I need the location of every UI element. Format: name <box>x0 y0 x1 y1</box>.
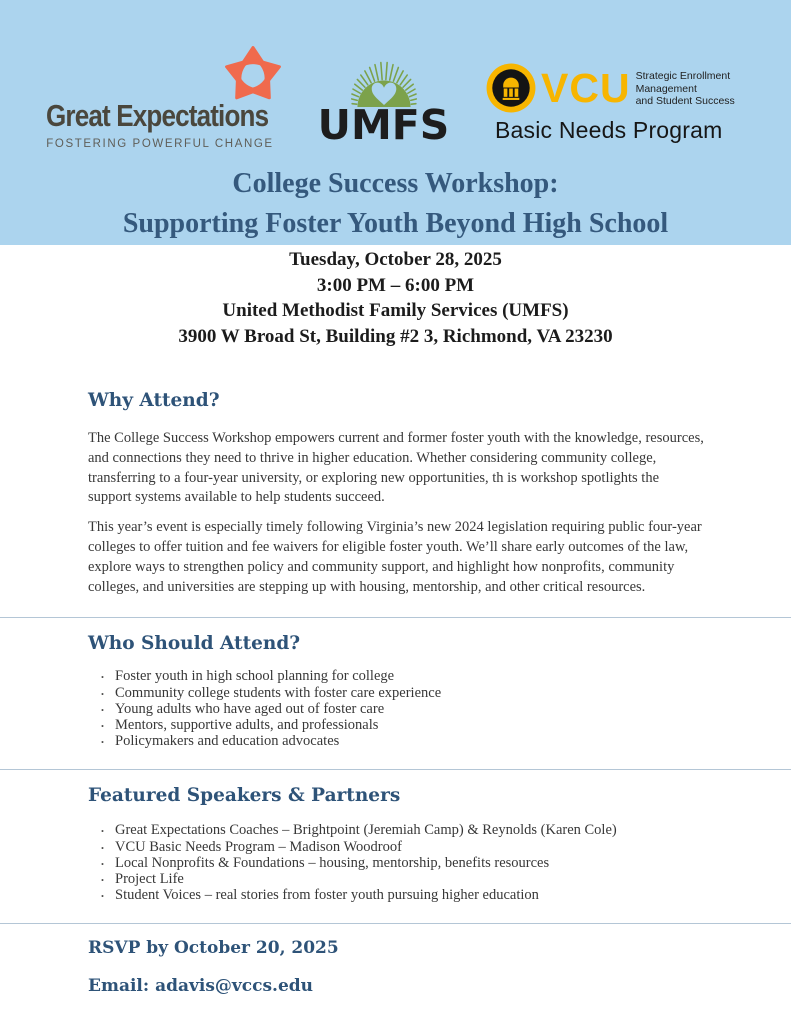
vcu-dept-line1: Strategic Enrollment Management <box>635 70 731 95</box>
event-date: Tuesday, October 28, 2025 <box>289 249 502 270</box>
list-item: • Young adults who have aged out of foster care <box>115 701 705 717</box>
section-rsvp <box>0 937 791 997</box>
why-attend-paragraph-1: The College Success Workshop empowers current and former foster youth with the knowledge, resources, and connections they need to thrive in higher education. Whether considering community college, transferring to a four-year university, or exploring new opportunities, th is workshop spotlights the support systems available to help students succeed. <box>88 430 704 506</box>
list-item: • VCU Basic Needs Program – Madison Woodroof <box>115 839 705 855</box>
rsvp-deadline: RSVP by October 20, 2025 <box>88 938 339 959</box>
ge-wordmark: Great Expectations <box>46 98 269 133</box>
list-item: • Great Expectations Coaches – Brightpoint (Jeremiah Camp) & Reynolds (Karen Cole) <box>115 822 705 838</box>
list-item: • Local Nonprofits & Foundations – housing, mentorship, benefits resources <box>115 855 705 871</box>
umfs-logo <box>304 42 464 149</box>
list-item: • Community college students with foster care experience <box>115 685 705 701</box>
section-divider <box>0 617 791 618</box>
speakers-list <box>88 822 705 903</box>
great-expectations-logo <box>46 40 282 150</box>
section-divider <box>0 769 791 770</box>
section-speakers <box>0 784 791 903</box>
list-item: • Policymakers and education advocates <box>115 733 705 749</box>
who-attend-list <box>88 668 705 749</box>
section-divider <box>0 923 791 924</box>
section-why-attend <box>0 389 791 597</box>
vcu-logo <box>485 62 747 144</box>
rsvp-email: Email: adavis@vccs.edu <box>88 976 314 997</box>
flyer-body <box>0 389 791 997</box>
section-who-attend <box>0 632 791 749</box>
vcu-dept <box>636 68 747 108</box>
list-item: • Student Voices – real stories from foster youth pursuing higher education <box>115 887 705 903</box>
workshop-title-line2: Supporting Foster Youth Beyond High School <box>122 208 669 239</box>
event-time: 3:00 PM – 6:00 PM <box>316 274 475 296</box>
workshop-title <box>0 164 791 244</box>
vcu-program-name: Basic Needs Program <box>495 117 723 143</box>
workshop-title-line1: College Success Workshop: <box>232 168 559 199</box>
list-item: • Project Life <box>115 871 705 887</box>
event-address: 3900 W Broad St, Building #2 3, Richmond, VA 23230 <box>178 325 613 347</box>
speakers-heading: Featured Speakers & Partners <box>88 785 401 807</box>
vcu-logo-row <box>485 62 747 114</box>
why-attend-paragraph-2: This year’s event is especially timely following Virginia’s new 2024 legislation requiring public four-year colleges to offer tuition and fee waivers for eligible foster youth. We’ll share early outcomes of the law, explore ways to strengthen policy and community support, and highlight how nonprofits, community colleges, and universities are stepping up with housing, mentorship, and other critical resources. <box>88 519 702 595</box>
header-band <box>0 0 791 245</box>
vcu-seal-icon <box>485 62 537 114</box>
event-details <box>0 245 791 349</box>
event-venue: United Methodist Family Services (UMFS) <box>222 300 569 321</box>
vcu-dept-line2: and Student Success <box>635 95 735 108</box>
vcu-wordmark: VCU <box>541 64 631 111</box>
ge-tagline: FOSTERING POWERFUL CHANGE <box>46 138 274 150</box>
list-item: • Mentors, supportive adults, and professionals <box>115 717 705 733</box>
logos-row <box>0 0 791 150</box>
who-attend-heading: Who Should Attend? <box>88 633 301 655</box>
ge-star-icon <box>224 44 282 102</box>
why-attend-heading: Why Attend? <box>88 390 220 411</box>
umfs-wordmark: UMFS <box>317 101 450 149</box>
list-item: • Foster youth in high school planning for college <box>115 668 705 684</box>
